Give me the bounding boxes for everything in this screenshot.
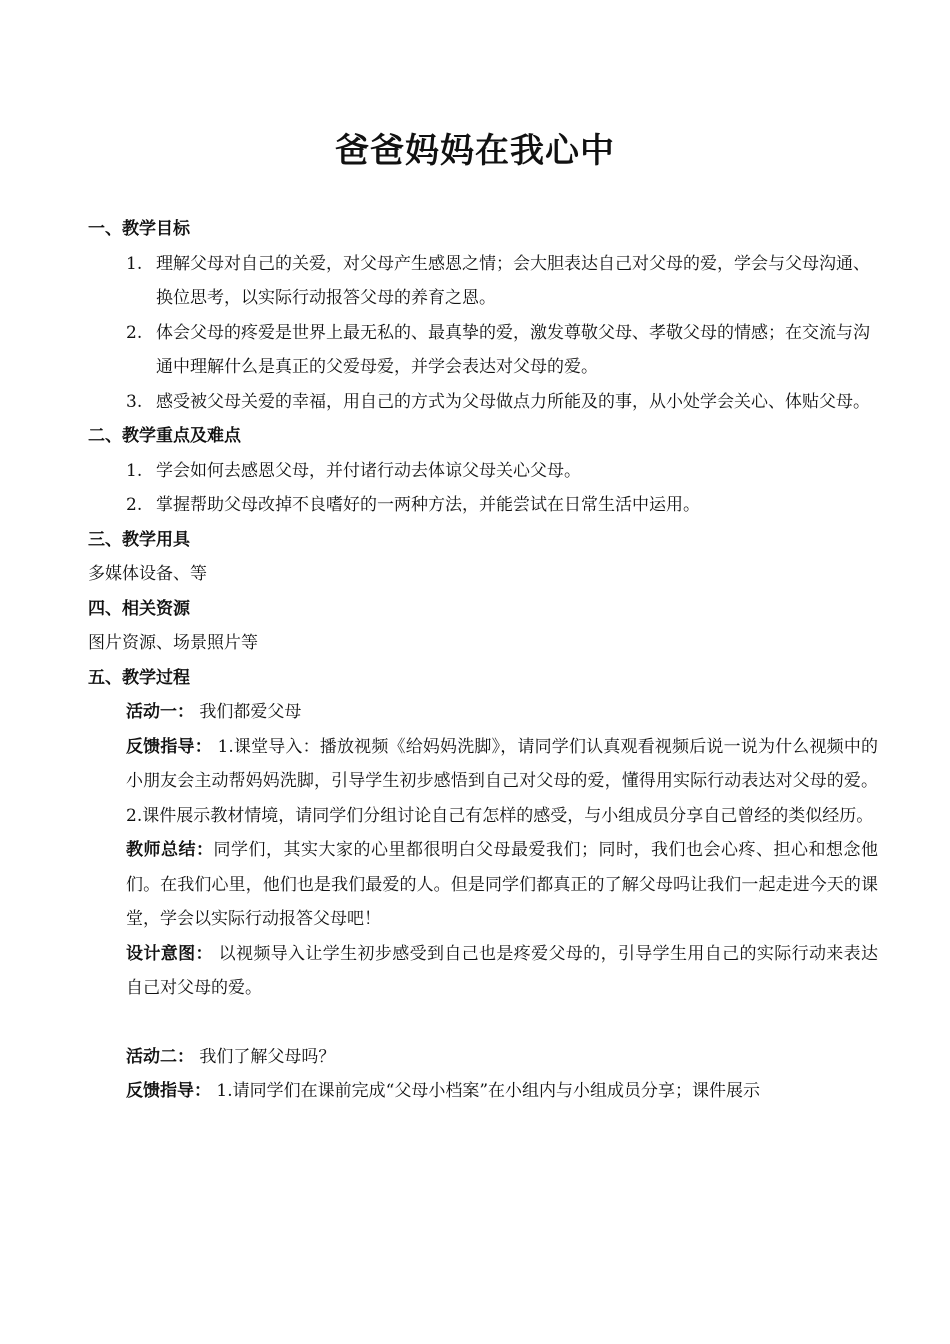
list-item	[88, 316, 878, 385]
section-heading-process: 五、教学过程	[88, 667, 190, 688]
activity-two-feedback	[126, 1074, 878, 1109]
list-number: 3.	[126, 391, 143, 412]
activity-two	[126, 1040, 878, 1075]
feedback-label: 反馈指导：	[126, 736, 212, 757]
page-title: 爸爸妈妈在我心中	[335, 131, 615, 171]
list-item	[88, 454, 878, 489]
feedback-text: 1.请同学们在课前完成“父母小档案”在小组内与小组成员分享；课件展示	[216, 1081, 761, 1101]
resources-text: 图片资源、场景照片等	[88, 633, 258, 653]
feedback-label: 反馈指导：	[126, 1081, 211, 1101]
goals-list	[88, 247, 878, 420]
feedback-text: 1.课堂导入：播放视频《给妈妈洗脚》，请同学们认真观看视频后说一说为什么视频中的小朋友会主动帮妈妈洗脚，引导学生初步感悟到自己对父母的爱，懂得用实际行动表达对父母的爱。 2.课件展示教材情境，请同学们分组讨论自己有怎样的感受，与小组成员分享自己曾经的类似经历。	[126, 736, 879, 826]
list-item	[88, 488, 878, 523]
intent-label: 设计意图：	[126, 943, 213, 964]
list-text: 感受被父母关爱的幸福，用自己的方式为父母做点力所能及的事，从小处学会关心、体贴父母。	[156, 391, 870, 412]
activity-title: 我们了解父母吗？	[199, 1046, 336, 1067]
summary-text: 同学们，其实大家的心里都很明白父母最爱我们；同时，我们也会心疼、担心和想念他们。在我们心里，他们也是我们最爱的人。但是同学们都真正的了解父母吗让我们一起走进今天的课堂，学会以实际行动报答父母吧！	[126, 840, 878, 929]
list-number: 2.	[126, 322, 143, 343]
spacer	[88, 1006, 878, 1040]
activity-one-summary	[126, 833, 878, 937]
list-text: 学会如何去感恩父母，并付诸行动去体谅父母关心父母。	[156, 460, 581, 481]
document-body	[88, 212, 878, 1109]
list-number: 1.	[126, 253, 143, 274]
list-text: 理解父母对自己的关爱，对父母产生感恩之情；会大胆表达自己对父母的爱，学会与父母沟通、换位思考，以实际行动报答父母的养育之恩。	[156, 253, 870, 308]
activity-one	[126, 695, 878, 730]
activity-title: 我们都爱父母	[199, 702, 302, 722]
intent-text: 以视频导入让学生初步感受到自己也是疼爱父母的，引导学生用自己的实际行动来表达自己对父母的爱。	[126, 943, 879, 998]
activity-label: 活动二：	[126, 1046, 194, 1067]
list-number: 1.	[126, 460, 143, 481]
summary-label: 教师总结：	[126, 840, 214, 860]
list-number: 2.	[126, 495, 143, 515]
list-text: 体会父母的疼爱是世界上最无私的、最真挚的爱，激发尊敬父母、孝敬父母的情感；在交流与沟通中理解什么是真正的父爱母爱，并学会表达对父母的爱。	[156, 322, 870, 377]
activity-one-intent	[126, 937, 878, 1006]
section-heading-key-points: 二、教学重点及难点	[88, 426, 241, 446]
activity-label: 活动一：	[126, 702, 194, 722]
section-heading-goals: 一、教学目标	[88, 219, 190, 239]
section-heading-tools: 三、教学用具	[88, 529, 190, 550]
list-item	[88, 385, 878, 420]
list-text: 掌握帮助父母改掉不良嗜好的一两种方法，并能尝试在日常生活中运用。	[156, 495, 700, 515]
list-item	[88, 247, 878, 316]
section-heading-resources: 四、相关资源	[88, 598, 190, 619]
activity-one-feedback	[126, 730, 878, 834]
key-points-list	[88, 454, 878, 523]
tools-text: 多媒体设备、等	[88, 564, 207, 584]
